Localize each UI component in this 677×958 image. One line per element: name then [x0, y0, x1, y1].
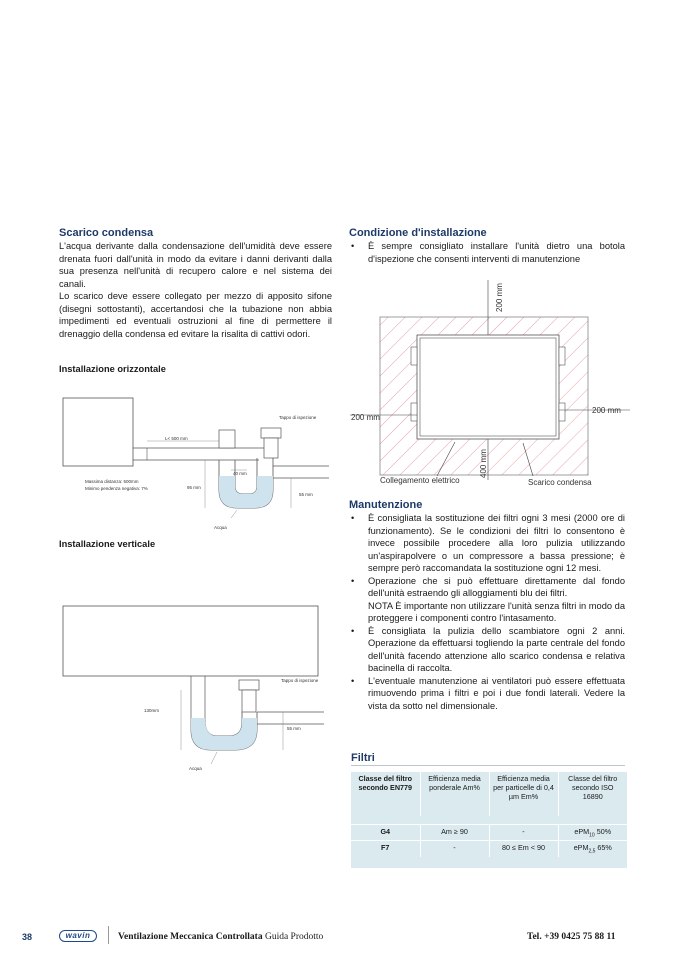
filtri-header-em: Efficienza media per particelle di 0,4 µm Em%	[489, 772, 558, 816]
horizontal-40mm-label: 40 mm	[233, 471, 247, 476]
footer-title-main: Ventilazione Meccanica Controllata	[118, 932, 263, 942]
manutenzione-item-2-text: Operazione che si può effettuare direttamente dal fondo dell'unità estraendo gli alloggiamenti blu dei filtri.	[368, 575, 625, 598]
filtri-divider	[351, 765, 625, 766]
filtri-iso-main: ePM	[574, 827, 590, 836]
section-title-manutenzione: Manutenzione	[349, 499, 423, 511]
subtitle-installazione-verticale: Installazione verticale	[59, 539, 156, 549]
vertical-55mm-label: 55 mm	[287, 726, 301, 731]
collegamento-elettrico-label: Collegamento elettrico	[380, 476, 460, 485]
filtri-cell-iso	[558, 825, 627, 841]
filtri-cell-am: -	[420, 841, 489, 857]
section-title-filtri: Filtri	[351, 752, 375, 764]
manutenzione-item-1: • È consigliata la sostituzione dei filtri ogni 3 mesi (2000 ore di funzionamento). Se le condizioni dei filtri lo consentono è invece possibile procedere alla loro pulizia utilizzando un'aspirapolvere o un compressore a bassa pressione; è sempre però raccomandata la sostituzione ogni 12 mesi.	[349, 512, 625, 575]
footer-telephone: Tel. +39 0425 75 88 11	[527, 932, 616, 942]
horizontal-tappo-label: Tappo di ispezione	[279, 415, 317, 420]
horizontal-95mm-label: 95 mm	[187, 485, 201, 490]
page-number: 38	[22, 932, 33, 942]
horizontal-installation-diagram	[59, 390, 349, 535]
filtri-header-iso: Classe del filtro secondo ISO 16890	[568, 774, 618, 801]
filtri-cell-em: 80 ≤ Em < 90	[489, 841, 558, 857]
footer-divider	[108, 926, 109, 944]
horizontal-length-label: L< 500 mm	[165, 436, 188, 441]
subtitle-installazione-orizzontale: Installazione orizzontale	[59, 364, 166, 374]
filtri-iso-val: 50%	[594, 827, 612, 836]
manutenzione-item-2	[349, 575, 625, 625]
horizontal-55mm-label: 55 mm	[299, 492, 313, 497]
condizione-item: • È sempre consigliato installare l'unità dietro una botola d'ispezione che consenti interventi di manutenzione	[349, 240, 625, 265]
vertical-acqua-label: Acqua	[189, 766, 202, 771]
filtri-header-am: Efficienza media ponderale Am%	[420, 772, 489, 816]
filtri-header-row	[351, 772, 627, 816]
footer-title-sub: Guida Prodotto	[262, 932, 324, 942]
vertical-tappo-label: Tappo di ispezione	[281, 678, 319, 683]
filtri-header-classe: Classe del filtro secondo EN779	[351, 772, 420, 816]
scarico-paragraph-1: L'acqua derivante dalla condensazione dell'umidità deve essere drenata fuori dall'unità in modo da evitare i danni derivanti dalla sua presenza nell'unità di recupero calore e nel sistema dei canali.	[59, 241, 332, 289]
footer-title	[118, 932, 323, 942]
installation-clearance-diagram	[345, 275, 635, 490]
filtri-spacer-row	[351, 816, 627, 825]
filtri-cell-iso	[558, 841, 627, 857]
filtri-iso-main: ePM	[573, 843, 589, 853]
horizontal-acqua-label: Acqua	[214, 525, 227, 530]
manutenzione-item-4: • L'eventuale manutenzione ai ventilatori può essere effettuata rimuovendo prima i filtri e poi i due fondi laterali. Vedere la vista da sotto nel dimensionale.	[349, 675, 625, 713]
filtri-iso-sub: 10	[589, 832, 595, 839]
clearance-left-label: 200 mm	[351, 413, 380, 422]
filtri-iso-sub: 2,5	[588, 848, 596, 855]
table-row	[351, 841, 627, 857]
manutenzione-nota: NOTA È importante non utilizzare l'unità senza filtri in modo da proteggere i componenti contro l'intasamento.	[368, 600, 625, 623]
vertical-130mm-label: 130mm	[144, 708, 160, 713]
manutenzione-list	[349, 512, 625, 712]
clearance-bottom-label: 400 mm	[479, 449, 488, 478]
section-title-condizione-installazione: Condizione d'installazione	[349, 227, 487, 239]
condizione-list	[349, 240, 625, 265]
wavin-logo: wavin	[59, 930, 97, 942]
scarico-paragraph-2: Lo scarico deve essere collegato per mezzo di apposito sifone (disegni sottostanti), accertandosi che la tubazione non abbia impedimenti ed eventuali ostruzioni al fine di permettere il drenaggio della condensa ed evitare la risalita di cattivi odori.	[59, 291, 332, 339]
filtri-cell-classe: F7	[351, 841, 420, 857]
horizontal-note-slope: Minimo pendenza negativa: 7%	[85, 486, 148, 491]
clearance-right-label: 200 mm	[592, 406, 621, 415]
section-title-scarico-condensa: Scarico condensa	[59, 227, 154, 239]
scarico-condensa-label: Scarico condensa	[528, 478, 592, 487]
filtri-iso-val: 65%	[595, 843, 612, 853]
clearance-top-label: 200 mm	[495, 283, 504, 312]
table-row	[351, 825, 627, 841]
filtri-cell-classe: G4	[351, 825, 420, 841]
manutenzione-item-3: • È consigliata la pulizia dello scambiatore ogni 2 anni. Operazione da effettuarsi togliendo la parte centrale del fondo dell'unità facendo attenzione allo scarico condensa e relativa bacinella di raccolta.	[349, 625, 625, 675]
filtri-table-container	[351, 772, 627, 868]
filtri-cell-am: Am ≥ 90	[420, 825, 489, 841]
filtri-cell-em: -	[489, 825, 558, 841]
filtri-table	[351, 772, 627, 857]
vertical-installation-diagram	[59, 600, 349, 780]
horizontal-note-distance: Massima distanza: 500mm	[85, 479, 139, 484]
